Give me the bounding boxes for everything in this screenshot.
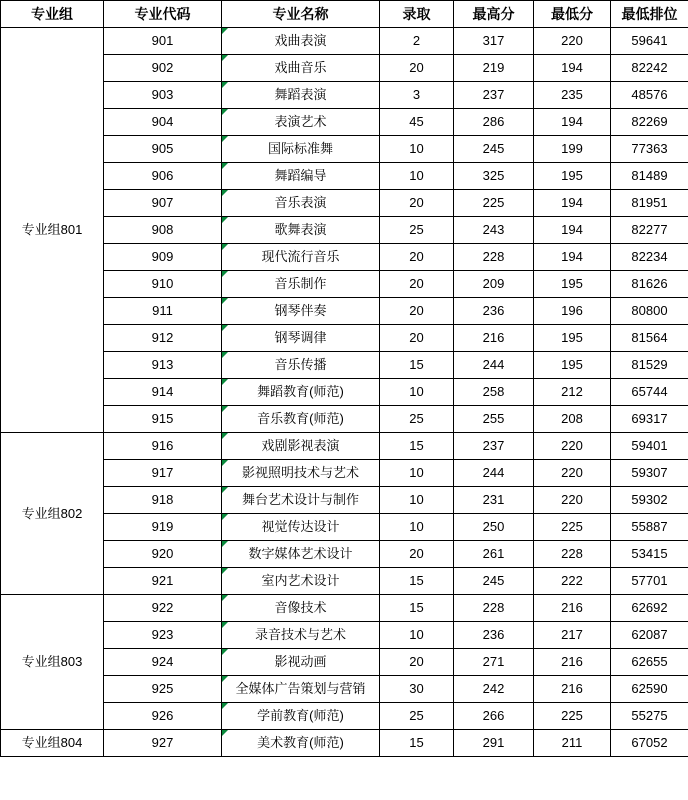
major-code-cell: 902 — [104, 55, 222, 82]
major-name-cell — [222, 649, 380, 676]
max-score-cell: 236 — [454, 622, 534, 649]
major-code-cell: 907 — [104, 190, 222, 217]
admitted-count-cell: 20 — [380, 298, 454, 325]
max-score-cell: 317 — [454, 28, 534, 55]
admitted-count-cell: 15 — [380, 595, 454, 622]
min-rank-cell: 82277 — [611, 217, 688, 244]
major-name-cell — [222, 136, 380, 163]
min-score-cell: 220 — [534, 28, 611, 55]
admitted-count-cell: 3 — [380, 82, 454, 109]
min-score-cell: 195 — [534, 163, 611, 190]
min-score-cell: 208 — [534, 406, 611, 433]
min-score-cell: 212 — [534, 379, 611, 406]
table-row — [1, 109, 688, 136]
header-min-rank: 最低排位 — [611, 1, 688, 28]
admitted-count-cell: 25 — [380, 703, 454, 730]
min-score-cell: 211 — [534, 730, 611, 757]
comment-marker-icon — [222, 649, 228, 655]
admitted-count-cell: 20 — [380, 541, 454, 568]
min-score-cell: 228 — [534, 541, 611, 568]
admitted-count-cell: 20 — [380, 55, 454, 82]
table-row — [1, 703, 688, 730]
major-name-cell — [222, 541, 380, 568]
comment-marker-icon — [222, 298, 228, 304]
table-row — [1, 352, 688, 379]
admitted-count-cell: 2 — [380, 28, 454, 55]
min-rank-cell: 81489 — [611, 163, 688, 190]
major-code-cell: 912 — [104, 325, 222, 352]
comment-marker-icon — [222, 244, 228, 250]
admitted-count-cell: 20 — [380, 271, 454, 298]
min-score-cell: 196 — [534, 298, 611, 325]
min-score-cell: 216 — [534, 595, 611, 622]
min-rank-cell: 82242 — [611, 55, 688, 82]
comment-marker-icon — [222, 82, 228, 88]
min-score-cell: 194 — [534, 217, 611, 244]
table-row — [1, 568, 688, 595]
header-min-score: 最低分 — [534, 1, 611, 28]
admitted-count-cell: 30 — [380, 676, 454, 703]
major-code-cell: 925 — [104, 676, 222, 703]
table-row — [1, 82, 688, 109]
max-score-cell: 237 — [454, 82, 534, 109]
min-score-cell: 220 — [534, 433, 611, 460]
header-max-score: 最高分 — [454, 1, 534, 28]
admitted-count-cell: 10 — [380, 487, 454, 514]
min-score-cell: 195 — [534, 271, 611, 298]
table-row — [1, 730, 688, 757]
table-row — [1, 460, 688, 487]
major-name-cell — [222, 217, 380, 244]
min-rank-cell: 82234 — [611, 244, 688, 271]
major-name-cell — [222, 298, 380, 325]
admitted-count-cell: 20 — [380, 190, 454, 217]
major-code-cell: 913 — [104, 352, 222, 379]
major-name-label: 全媒体广告策划与营销 — [235, 681, 366, 696]
major-name-label: 美术教育(师范) — [257, 735, 344, 750]
min-rank-cell: 69317 — [611, 406, 688, 433]
max-score-cell: 243 — [454, 217, 534, 244]
table-row — [1, 379, 688, 406]
admitted-count-cell: 10 — [380, 163, 454, 190]
major-name-label: 数字媒体艺术设计 — [248, 546, 353, 561]
comment-marker-icon — [222, 568, 228, 574]
major-name-label: 钢琴伴奏 — [274, 303, 327, 318]
table-row — [1, 217, 688, 244]
comment-marker-icon — [222, 352, 228, 358]
max-score-cell: 286 — [454, 109, 534, 136]
min-rank-cell: 62590 — [611, 676, 688, 703]
admitted-count-cell: 20 — [380, 244, 454, 271]
comment-marker-icon — [222, 622, 228, 628]
min-rank-cell: 65744 — [611, 379, 688, 406]
major-name-label: 音像技术 — [274, 600, 327, 615]
table-row — [1, 136, 688, 163]
major-name-cell — [222, 730, 380, 757]
admitted-count-cell: 45 — [380, 109, 454, 136]
major-name-label: 录音技术与艺术 — [254, 627, 346, 642]
major-name-label: 影视动画 — [274, 654, 327, 669]
min-rank-cell: 81529 — [611, 352, 688, 379]
major-name-cell — [222, 595, 380, 622]
min-score-cell: 216 — [534, 676, 611, 703]
major-code-cell: 911 — [104, 298, 222, 325]
admitted-count-cell: 10 — [380, 379, 454, 406]
table-row — [1, 595, 688, 622]
min-score-cell: 235 — [534, 82, 611, 109]
major-code-cell: 908 — [104, 217, 222, 244]
admitted-count-cell: 20 — [380, 649, 454, 676]
major-name-label: 现代流行音乐 — [261, 249, 340, 264]
major-name-cell — [222, 487, 380, 514]
table-row — [1, 298, 688, 325]
min-score-cell: 194 — [534, 55, 611, 82]
max-score-cell: 231 — [454, 487, 534, 514]
major-code-cell: 917 — [104, 460, 222, 487]
min-rank-cell: 62692 — [611, 595, 688, 622]
admitted-count-cell: 10 — [380, 460, 454, 487]
major-name-label: 舞蹈编导 — [274, 168, 327, 183]
major-name-cell — [222, 325, 380, 352]
max-score-cell: 225 — [454, 190, 534, 217]
major-code-cell: 914 — [104, 379, 222, 406]
major-name-cell — [222, 379, 380, 406]
min-rank-cell: 59641 — [611, 28, 688, 55]
major-name-label: 音乐制作 — [274, 276, 327, 291]
min-rank-cell: 80800 — [611, 298, 688, 325]
min-rank-cell: 62087 — [611, 622, 688, 649]
table-row — [1, 325, 688, 352]
table-row — [1, 541, 688, 568]
comment-marker-icon — [222, 325, 228, 331]
table-row — [1, 163, 688, 190]
max-score-cell: 236 — [454, 298, 534, 325]
max-score-cell: 216 — [454, 325, 534, 352]
comment-marker-icon — [222, 217, 228, 223]
max-score-cell: 258 — [454, 379, 534, 406]
major-name-label: 影视照明技术与艺术 — [241, 465, 359, 480]
major-name-cell — [222, 190, 380, 217]
header-major-code: 专业代码 — [104, 1, 222, 28]
comment-marker-icon — [222, 703, 228, 709]
major-name-label: 歌舞表演 — [274, 222, 327, 237]
admitted-count-cell: 15 — [380, 730, 454, 757]
admitted-count-cell: 10 — [380, 514, 454, 541]
major-name-label: 舞蹈表演 — [274, 87, 327, 102]
min-rank-cell: 67052 — [611, 730, 688, 757]
comment-marker-icon — [222, 379, 228, 385]
major-name-label: 国际标准舞 — [267, 141, 333, 156]
comment-marker-icon — [222, 433, 228, 439]
min-score-cell: 194 — [534, 109, 611, 136]
min-score-cell: 225 — [534, 703, 611, 730]
min-rank-cell: 59302 — [611, 487, 688, 514]
header-major-group: 专业组 — [1, 1, 104, 28]
major-name-cell — [222, 406, 380, 433]
major-name-cell — [222, 244, 380, 271]
min-rank-cell: 48576 — [611, 82, 688, 109]
header-major-name: 专业名称 — [222, 1, 380, 28]
comment-marker-icon — [222, 109, 228, 115]
min-score-cell: 195 — [534, 352, 611, 379]
max-score-cell: 244 — [454, 460, 534, 487]
major-name-cell — [222, 109, 380, 136]
header-admitted: 录取 — [380, 1, 454, 28]
major-code-cell: 923 — [104, 622, 222, 649]
min-rank-cell: 81626 — [611, 271, 688, 298]
comment-marker-icon — [222, 55, 228, 61]
admitted-count-cell: 20 — [380, 325, 454, 352]
admitted-count-cell: 15 — [380, 433, 454, 460]
min-score-cell: 195 — [534, 325, 611, 352]
major-code-cell: 924 — [104, 649, 222, 676]
comment-marker-icon — [222, 541, 228, 547]
major-group-cell: 专业组802 — [1, 433, 104, 595]
min-rank-cell: 82269 — [611, 109, 688, 136]
major-code-cell: 903 — [104, 82, 222, 109]
min-score-cell: 194 — [534, 244, 611, 271]
major-name-label: 戏曲表演 — [274, 33, 327, 48]
max-score-cell: 209 — [454, 271, 534, 298]
major-name-label: 戏曲音乐 — [274, 60, 327, 75]
table-row — [1, 190, 688, 217]
major-name-cell — [222, 271, 380, 298]
min-score-cell: 199 — [534, 136, 611, 163]
comment-marker-icon — [222, 406, 228, 412]
comment-marker-icon — [222, 460, 228, 466]
comment-marker-icon — [222, 676, 228, 682]
major-name-cell — [222, 82, 380, 109]
major-name-cell — [222, 55, 380, 82]
major-name-cell — [222, 514, 380, 541]
major-code-cell: 910 — [104, 271, 222, 298]
min-rank-cell: 77363 — [611, 136, 688, 163]
min-rank-cell: 59401 — [611, 433, 688, 460]
comment-marker-icon — [222, 28, 228, 34]
major-code-cell: 909 — [104, 244, 222, 271]
major-name-label: 舞台艺术设计与制作 — [241, 492, 359, 507]
major-name-label: 视觉传达设计 — [261, 519, 340, 534]
table-body — [1, 28, 688, 757]
major-name-label: 戏剧影视表演 — [261, 438, 340, 453]
major-name-label: 表演艺术 — [274, 114, 327, 129]
major-name-cell — [222, 568, 380, 595]
comment-marker-icon — [222, 271, 228, 277]
min-rank-cell: 81564 — [611, 325, 688, 352]
major-group-cell: 专业组804 — [1, 730, 104, 757]
major-group-cell: 专业组803 — [1, 595, 104, 730]
min-score-cell: 194 — [534, 190, 611, 217]
admitted-count-cell: 15 — [380, 568, 454, 595]
max-score-cell: 228 — [454, 244, 534, 271]
table-header-row — [1, 1, 688, 28]
table-row — [1, 622, 688, 649]
major-name-cell — [222, 352, 380, 379]
comment-marker-icon — [222, 487, 228, 493]
max-score-cell: 266 — [454, 703, 534, 730]
min-score-cell: 216 — [534, 649, 611, 676]
max-score-cell: 271 — [454, 649, 534, 676]
major-name-cell — [222, 163, 380, 190]
major-group-cell: 专业组801 — [1, 28, 104, 433]
min-score-cell: 220 — [534, 487, 611, 514]
major-name-cell — [222, 676, 380, 703]
min-rank-cell: 53415 — [611, 541, 688, 568]
max-score-cell: 291 — [454, 730, 534, 757]
table-row — [1, 271, 688, 298]
major-code-cell: 904 — [104, 109, 222, 136]
max-score-cell: 245 — [454, 136, 534, 163]
min-score-cell: 225 — [534, 514, 611, 541]
major-name-cell — [222, 622, 380, 649]
min-rank-cell: 62655 — [611, 649, 688, 676]
max-score-cell: 250 — [454, 514, 534, 541]
min-score-cell: 220 — [534, 460, 611, 487]
max-score-cell: 325 — [454, 163, 534, 190]
table-row — [1, 406, 688, 433]
major-name-cell — [222, 28, 380, 55]
major-code-cell: 905 — [104, 136, 222, 163]
table-row — [1, 487, 688, 514]
admitted-count-cell: 15 — [380, 352, 454, 379]
max-score-cell: 237 — [454, 433, 534, 460]
min-rank-cell: 59307 — [611, 460, 688, 487]
comment-marker-icon — [222, 730, 228, 736]
max-score-cell: 244 — [454, 352, 534, 379]
major-code-cell: 916 — [104, 433, 222, 460]
major-code-cell: 901 — [104, 28, 222, 55]
min-rank-cell: 55887 — [611, 514, 688, 541]
major-code-cell: 922 — [104, 595, 222, 622]
admitted-count-cell: 25 — [380, 217, 454, 244]
max-score-cell: 242 — [454, 676, 534, 703]
major-name-label: 学前教育(师范) — [257, 708, 344, 723]
major-code-cell: 918 — [104, 487, 222, 514]
min-score-cell: 217 — [534, 622, 611, 649]
min-rank-cell: 57701 — [611, 568, 688, 595]
major-code-cell: 906 — [104, 163, 222, 190]
major-code-cell: 926 — [104, 703, 222, 730]
admitted-count-cell: 25 — [380, 406, 454, 433]
comment-marker-icon — [222, 514, 228, 520]
major-code-cell: 920 — [104, 541, 222, 568]
major-name-label: 室内艺术设计 — [261, 573, 340, 588]
major-name-label: 音乐传播 — [274, 357, 327, 372]
max-score-cell: 261 — [454, 541, 534, 568]
major-code-cell: 919 — [104, 514, 222, 541]
comment-marker-icon — [222, 163, 228, 169]
comment-marker-icon — [222, 595, 228, 601]
table-row — [1, 55, 688, 82]
major-name-label: 舞蹈教育(师范) — [257, 384, 344, 399]
major-name-label: 钢琴调律 — [274, 330, 327, 345]
major-name-cell — [222, 703, 380, 730]
min-score-cell: 222 — [534, 568, 611, 595]
admitted-count-cell: 10 — [380, 622, 454, 649]
major-name-cell — [222, 460, 380, 487]
table-row — [1, 433, 688, 460]
major-code-cell: 921 — [104, 568, 222, 595]
table-row — [1, 514, 688, 541]
comment-marker-icon — [222, 190, 228, 196]
table-row — [1, 676, 688, 703]
min-rank-cell: 55275 — [611, 703, 688, 730]
max-score-cell: 228 — [454, 595, 534, 622]
admitted-count-cell: 10 — [380, 136, 454, 163]
major-name-label: 音乐表演 — [274, 195, 327, 210]
max-score-cell: 255 — [454, 406, 534, 433]
max-score-cell: 219 — [454, 55, 534, 82]
major-name-label: 音乐教育(师范) — [257, 411, 344, 426]
table-row — [1, 649, 688, 676]
major-code-cell: 927 — [104, 730, 222, 757]
comment-marker-icon — [222, 136, 228, 142]
max-score-cell: 245 — [454, 568, 534, 595]
major-code-cell: 915 — [104, 406, 222, 433]
major-name-cell — [222, 433, 380, 460]
min-rank-cell: 81951 — [611, 190, 688, 217]
table-row — [1, 28, 688, 55]
table-row — [1, 244, 688, 271]
